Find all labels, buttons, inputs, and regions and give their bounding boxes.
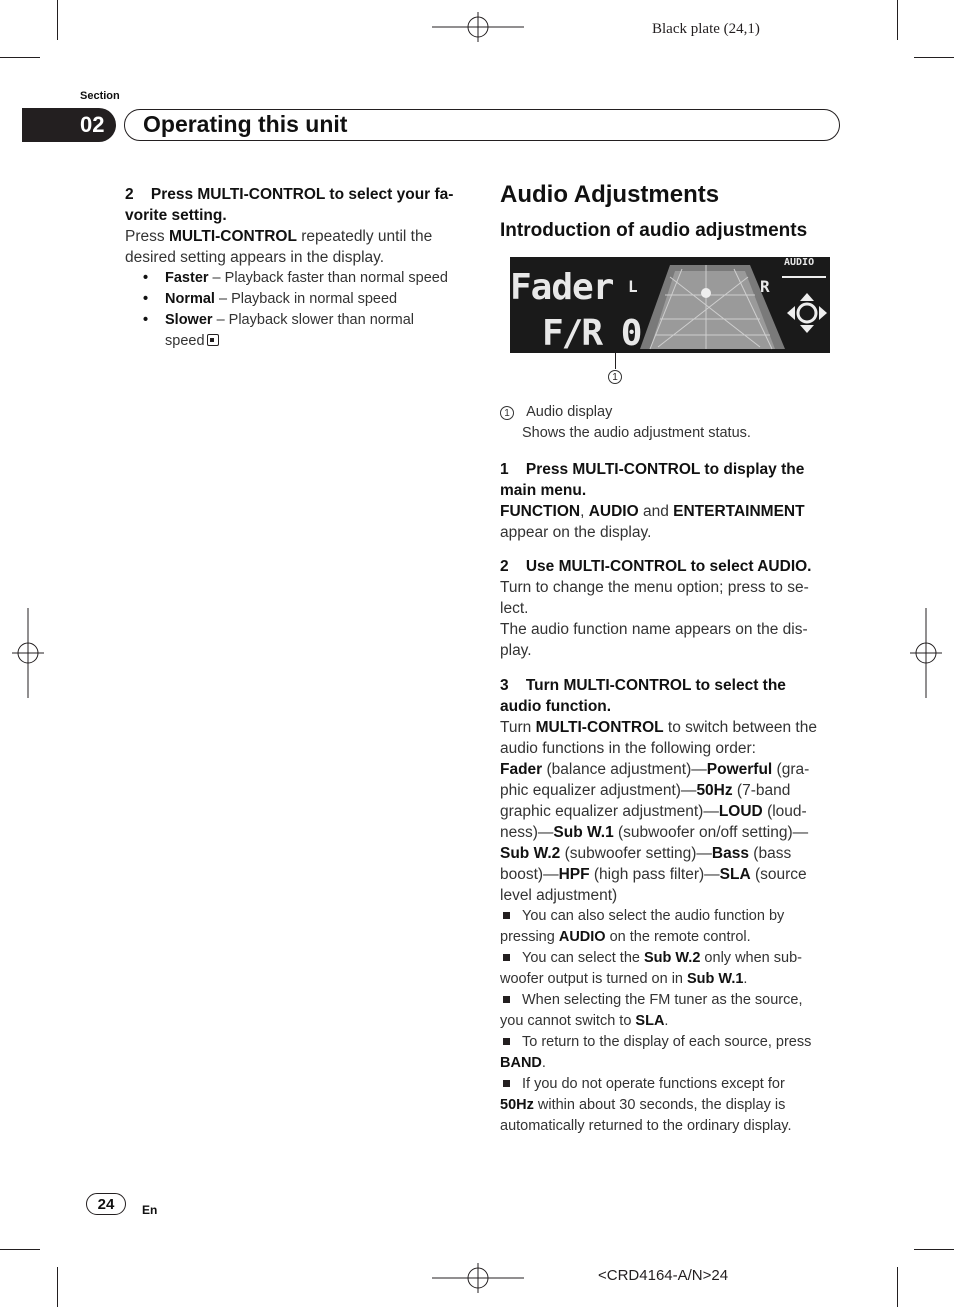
step-2r-heading: 2 Use MULTI-CONTROL to select AUDIO. [500, 558, 812, 575]
note-square-icon [503, 912, 510, 919]
document-code: <CRD4164-A/N>24 [598, 1267, 729, 1284]
note-square-icon [503, 1038, 510, 1045]
page-number: 24 [97, 1196, 115, 1213]
section-title: Operating this unit [143, 111, 348, 137]
note-square-icon [503, 1080, 510, 1087]
end-mark-icon [207, 334, 219, 346]
step-1-heading: 1 Press MULTI-CONTROL to display the main menu. [500, 461, 805, 499]
registration-mark-bottom [432, 1263, 524, 1293]
registration-mark-right [910, 608, 942, 698]
list-item: • Faster – Playback faster than normal speed [125, 268, 470, 289]
display-right-marker: R [760, 277, 770, 296]
display-caption: 1 Audio display Shows the audio adjustment status. [500, 402, 840, 444]
audio-display [510, 257, 830, 353]
list-item: • Slower – Playback slower than normal speed [125, 310, 470, 352]
note-item: To return to the display of each source, press BAND. [500, 1034, 812, 1071]
display-line-1: Fader [510, 267, 614, 308]
note-item: You can select the Sub W.2 only when sub- woofer output is turned on in Sub W.1. [500, 950, 802, 987]
section-number: 02 [80, 112, 105, 137]
note-item: You can also select the audio function by pressing AUDIO on the remote control. [500, 908, 785, 945]
list-item: • Normal – Playback in normal speed [125, 289, 470, 310]
note-square-icon [503, 954, 510, 961]
note-item: When selecting the FM tuner as the source, you cannot switch to SLA. [500, 992, 803, 1029]
intro-subheading: Introduction of audio adjustments [500, 220, 808, 241]
step-2-body: Press MULTI-CONTROL repeatedly until the desired setting appears in the display. [125, 228, 433, 266]
callout-marker: 1 [608, 370, 622, 384]
note-item: If you do not operate functions except for 50Hz within about 30 seconds, the display is automatically returned to the ordinary display. [500, 1076, 792, 1134]
step-2r-body: Turn to change the menu option; press to se- lect. The audio function name appears on the dis- play. [500, 579, 809, 659]
right-steps [500, 459, 840, 1137]
callout-line [615, 353, 616, 369]
plate-label: Black plate (24,1) [652, 21, 760, 37]
language-label: En [142, 1203, 158, 1217]
speed-options-list [125, 268, 470, 352]
notes [500, 906, 840, 1137]
display-audio-badge: AUDIO [784, 257, 815, 268]
left-column [125, 184, 470, 352]
registration-mark-left [12, 608, 44, 698]
display-line-2: F/R 0 [542, 313, 641, 353]
step-2-heading: 2 Press MULTI-CONTROL to select your fa- vorite setting. [125, 186, 454, 224]
audio-adjustments-heading: Audio Adjustments [500, 181, 720, 208]
step-3-body: Turn MULTI-CONTROL to switch between the audio functions in the following order: Fader (balance adjustment)—Powerful (gra- phic equalizer adjustment)—50Hz (7-band graphic equalizer adjustment)—LOUD (loud- ness)—Sub W.1 (subwoofer on/off setting)— Sub W.2 (subwoofer setting)—Bass (bass boost)—HPF (high pass filter)—SLA (source level adjustment) [500, 719, 817, 904]
display-left-marker: L [628, 277, 638, 296]
step-3-heading: 3 Turn MULTI-CONTROL to select the audio function. [500, 677, 786, 715]
section-label: Section [80, 90, 120, 102]
registration-mark-top [432, 12, 524, 42]
note-square-icon [503, 996, 510, 1003]
step-1-body: FUNCTION, AUDIO and ENTERTAINMENT appear on the display. [500, 503, 805, 541]
